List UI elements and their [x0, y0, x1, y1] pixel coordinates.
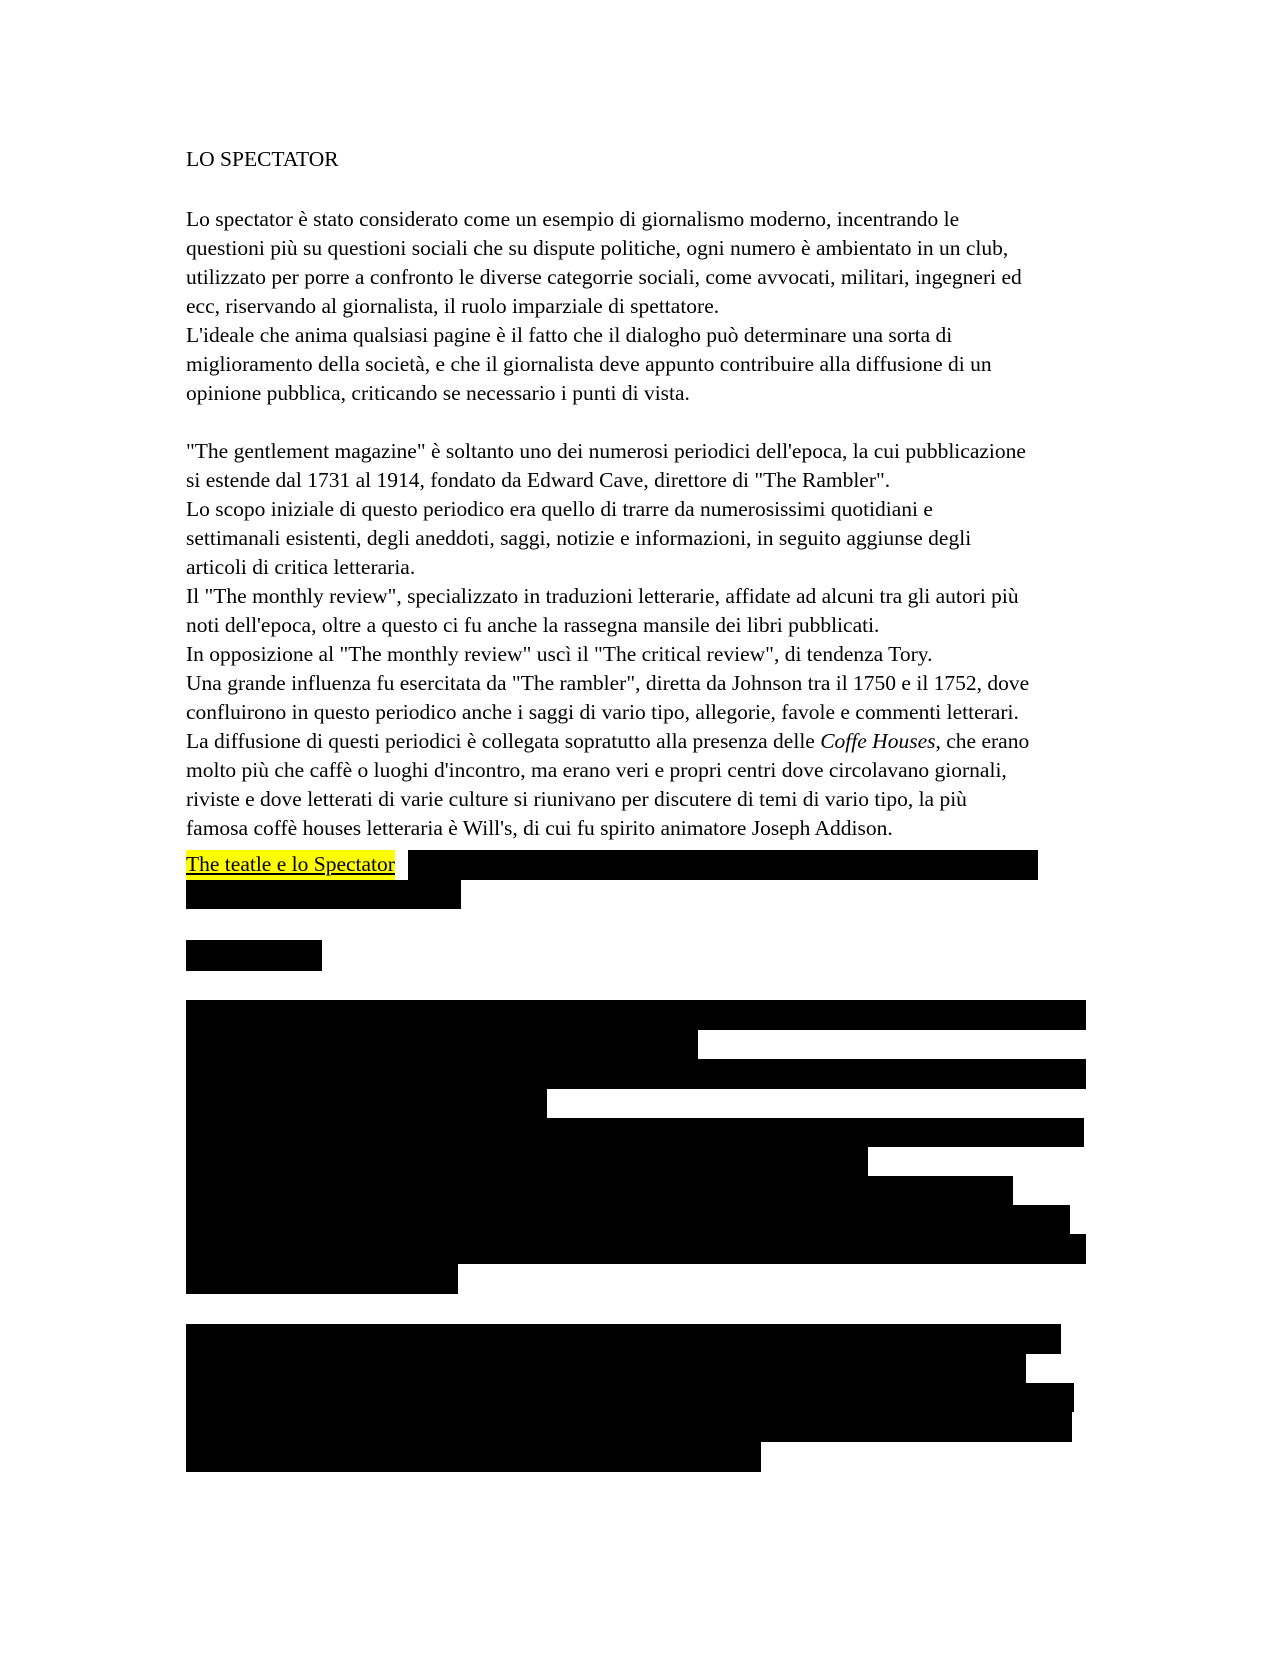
paragraph-line: confluirono in questo periodico anche i saggi di vario tipo, allegorie, favole e commenti letterari. [186, 700, 1019, 724]
redaction-block [186, 1030, 698, 1059]
redaction-block [186, 1089, 547, 1118]
redaction-block [186, 1264, 458, 1294]
paragraph-line [186, 727, 1029, 756]
paragraph-line: Lo spectator è stato considerato come un esempio di giornalismo moderno, incentrando le [186, 207, 960, 231]
redaction-block [186, 1205, 1070, 1234]
paragraph-line: riviste e dove letterati di varie culture si riunivano per discutere di temi di vario tipo, la più [186, 787, 967, 811]
redaction-block [186, 1324, 1061, 1354]
paragraph-line: Il "The monthly review", specializzato in traduzioni letterarie, affidate ad alcuni tra gli autori più [186, 584, 1019, 608]
coffe-houses-italic: Coffe Houses [820, 729, 936, 753]
redaction-block [186, 1234, 1086, 1264]
paragraph-line: questioni più su questioni sociali che su dispute politiche, ogni numero è ambientato in un club, [186, 236, 1009, 260]
redaction-block [186, 1118, 1084, 1147]
paragraph-line: ecc, riservando al giornalista, il ruolo imparziale di spettatore. [186, 294, 720, 318]
paragraph-line: In opposizione al "The monthly review" uscì il "The critical review", di tendenza Tory. [186, 642, 933, 666]
paragraph-line: Lo scopo iniziale di questo periodico era quello di trarre da numerosissimi quotidiani e [186, 497, 933, 521]
redaction-block [186, 1383, 1074, 1412]
redaction-block [186, 1442, 761, 1472]
redaction-block [186, 880, 461, 909]
paragraph-line: molto più che caffè o luoghi d'incontro, ma erano veri e propri centri dove circolavano giornali, [186, 758, 1007, 782]
paragraph-line: utilizzato per porre a confronto le diverse categorrie sociali, come avvocati, militari, ingegneri ed [186, 265, 1022, 289]
redaction-block [186, 1412, 1072, 1442]
paragraph-line: si estende dal 1731 al 1914, fondato da Edward Cave, direttore di "The Rambler". [186, 468, 891, 492]
highlighted-heading: The teatle e lo Spectator [186, 850, 395, 880]
coffe-line-after: , che erano [935, 729, 1030, 753]
paragraph-line: settimanali esistenti, degli aneddoti, saggi, notizie e informazioni, in seguito aggiunse degli [186, 526, 972, 550]
redaction-block [408, 850, 1038, 880]
document-title: LO SPECTATOR [186, 147, 339, 171]
redaction-block [186, 1354, 1026, 1383]
redaction-block [186, 940, 322, 971]
paragraph-line: miglioramento della società, e che il giornalista deve appunto contribuire alla diffusione di un [186, 352, 992, 376]
paragraph-line: articoli di critica letteraria. [186, 555, 416, 579]
redaction-block [186, 1147, 868, 1176]
paragraph-line: famosa coffè houses letteraria è Will's, di cui fu spirito animatore Joseph Addison. [186, 816, 893, 840]
paragraph-line: opinione pubblica, criticando se necessario i punti di vista. [186, 381, 690, 405]
paragraph-line: L'ideale che anima qualsiasi pagine è il fatto che il dialogho può determinare una sorta di [186, 323, 953, 347]
redaction-block [186, 1000, 1086, 1030]
paragraph-line: noti dell'epoca, oltre a questo ci fu anche la rassegna mansile dei libri pubblicati. [186, 613, 880, 637]
paragraph-line: "The gentlement magazine" è soltanto uno dei numerosi periodici dell'epoca, la cui pubblicazione [186, 439, 1026, 463]
redaction-block [186, 1176, 1013, 1205]
paragraph-line: Una grande influenza fu esercitata da "The rambler", diretta da Johnson tra il 1750 e il 1752, dove [186, 671, 1030, 695]
coffe-line-before: La diffusione di questi periodici è collegata sopratutto alla presenza delle [186, 729, 821, 753]
redaction-block [186, 1059, 1086, 1089]
